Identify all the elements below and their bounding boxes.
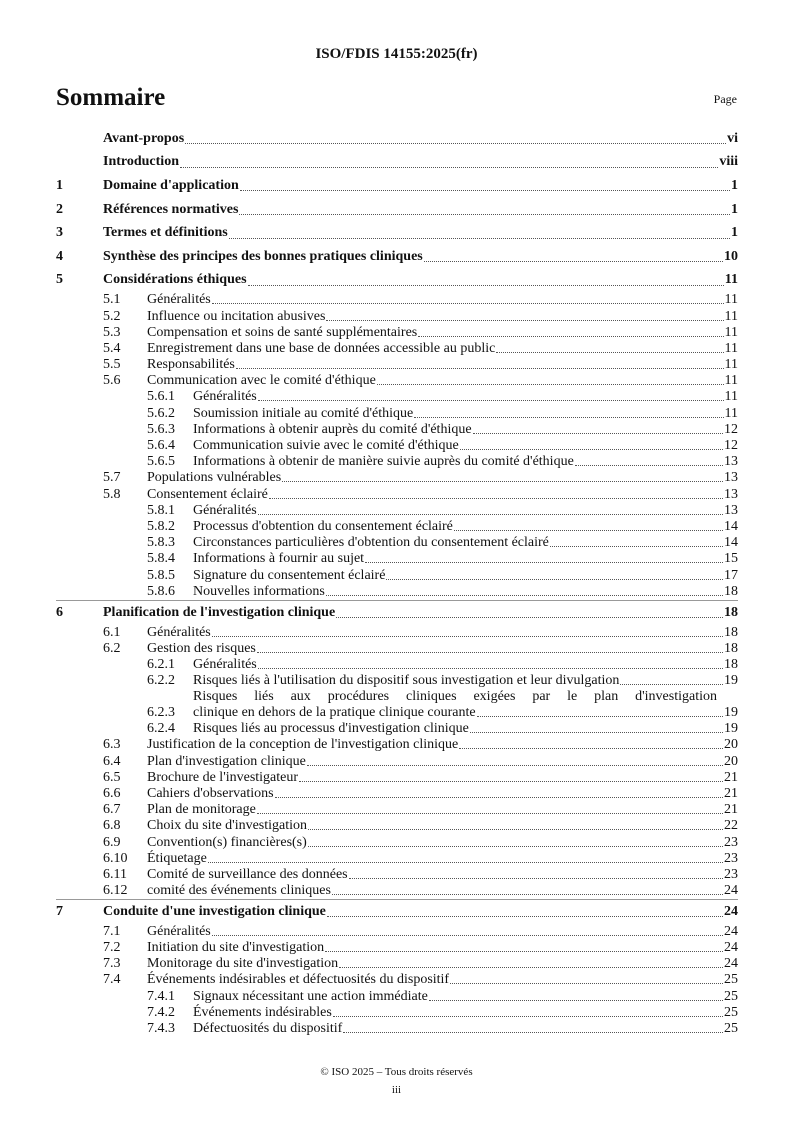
- toc-entry-number: 2: [56, 201, 63, 217]
- dot-leader: [459, 748, 723, 749]
- toc-entry[interactable]: [56, 689, 738, 721]
- toc-entry-title[interactable]: Risques liés à l'utilisation du dispositif sous investigation et leur divulgation: [193, 673, 620, 689]
- toc-entry[interactable]: [56, 422, 738, 438]
- toc-entry-page[interactable]: 11: [724, 324, 738, 340]
- toc-entry-number: 5.3: [103, 324, 121, 340]
- toc-entry[interactable]: [56, 245, 738, 269]
- toc-entry-title[interactable]: Choix du site d'investigation: [147, 818, 308, 834]
- toc-entry-page[interactable]: 21: [724, 786, 738, 801]
- toc-entry-title[interactable]: Références normatives: [103, 201, 239, 217]
- toc-entry-title[interactable]: Plan d'investigation clinique: [147, 753, 306, 769]
- toc-entry-page[interactable]: 24: [724, 923, 738, 939]
- toc-entry-number: 6.5: [103, 769, 121, 785]
- dot-leader: [470, 732, 723, 733]
- toc-entry-page[interactable]: 18: [724, 656, 738, 672]
- toc-entry-title[interactable]: Initiation du site d'investigation: [147, 940, 325, 956]
- dot-leader: [332, 894, 723, 895]
- toc-entry-title[interactable]: Synthèse des principes des bonnes pratiques cliniques: [103, 248, 423, 264]
- toc-entry[interactable]: [56, 503, 738, 519]
- dot-leader: [326, 320, 723, 321]
- toc-entry-number: 6.10: [103, 850, 128, 866]
- dot-leader: [325, 951, 723, 952]
- toc-entry-page[interactable]: 14: [724, 535, 738, 551]
- toc-entry-title[interactable]: Informations à fournir au sujet: [193, 551, 365, 567]
- toc-entry-page[interactable]: 1: [731, 225, 738, 241]
- toc-entry-page[interactable]: 21: [724, 769, 738, 785]
- toc-entry[interactable]: [56, 325, 738, 341]
- toc-entry-title[interactable]: Conduite d'une investigation clinique: [103, 903, 326, 919]
- toc-entry-page[interactable]: 1: [731, 177, 738, 193]
- toc-entry-number: 6.3: [103, 737, 121, 753]
- toc-entry-page[interactable]: 11: [724, 292, 738, 308]
- toc-entry-number: 5.2: [103, 308, 121, 324]
- toc-entry-page[interactable]: viii: [719, 154, 738, 170]
- toc-entry-title[interactable]: Enregistrement dans une base de données accessible au public: [147, 340, 496, 356]
- page-title: Sommaire: [56, 84, 166, 111]
- toc-entry-title[interactable]: Circonstances particulières d'obtention du consentement éclairé: [193, 535, 549, 551]
- toc-entry[interactable]: [56, 127, 738, 151]
- toc-entry[interactable]: [56, 341, 738, 357]
- toc-entry-page[interactable]: 23: [724, 850, 738, 866]
- toc-entry-number: 6.11: [103, 866, 127, 882]
- toc-entry-title[interactable]: Responsabilités: [147, 357, 235, 373]
- toc-entry-page[interactable]: vi: [727, 130, 738, 146]
- toc-entry-title[interactable]: Populations vulnérables: [147, 470, 282, 486]
- toc-entry[interactable]: [56, 988, 738, 1004]
- toc-entry[interactable]: [56, 269, 738, 293]
- toc-entry-number: 5.6: [103, 373, 121, 389]
- toc-entry[interactable]: [56, 519, 738, 535]
- toc-entry[interactable]: [56, 834, 738, 850]
- toc-entry[interactable]: [56, 924, 738, 940]
- toc-entry-number: 5.8.4: [147, 551, 175, 567]
- toc-entry-title[interactable]: Compensation et soins de santé supplémentaires: [147, 324, 418, 340]
- dot-leader: [258, 400, 724, 401]
- toc-entry[interactable]: [56, 535, 738, 551]
- toc-entry[interactable]: [56, 438, 738, 454]
- toc-entry-title-block: [193, 689, 738, 721]
- toc-entry-title[interactable]: Défectuosités du dispositif: [193, 1021, 343, 1037]
- dot-leader: [308, 829, 723, 830]
- toc-entry-page[interactable]: 11: [724, 340, 738, 356]
- toc-entry[interactable]: [56, 883, 738, 899]
- toc-entry-number: 5: [56, 272, 63, 288]
- toc-entry-title[interactable]: Consentement éclairé: [147, 486, 268, 502]
- toc-entry[interactable]: [56, 721, 738, 737]
- dot-leader: [349, 878, 723, 879]
- toc-entry[interactable]: [56, 899, 738, 924]
- toc-entry-number: 6.2.2: [147, 673, 175, 689]
- dot-leader: [258, 514, 723, 515]
- page-column-label: Page: [713, 92, 737, 106]
- toc-entry-page[interactable]: 11: [724, 405, 738, 421]
- dot-leader: [275, 797, 723, 798]
- toc-entry-title[interactable]: Monitorage du site d'investigation: [147, 956, 339, 972]
- toc-entry-page[interactable]: 11: [724, 272, 738, 288]
- toc-entry-page[interactable]: 20: [724, 737, 738, 753]
- dot-leader: [424, 261, 723, 262]
- toc-entry-number: 3: [56, 225, 63, 241]
- toc-entry-title[interactable]: Généralités: [193, 502, 257, 518]
- toc-entry-title[interactable]: Gestion des risques: [147, 640, 256, 656]
- toc-entry-number: 7.4: [103, 972, 121, 988]
- toc-entry-title[interactable]: Influence ou incitation abusives: [147, 308, 326, 324]
- dot-leader: [336, 617, 723, 618]
- toc-entry-page[interactable]: 20: [724, 753, 738, 769]
- dot-leader: [307, 765, 723, 766]
- toc-entry-title[interactable]: Signature du consentement éclairé: [193, 567, 386, 583]
- dot-leader: [418, 336, 723, 337]
- toc-entry-number: 7.4.1: [147, 988, 175, 1004]
- toc-entry[interactable]: [56, 584, 738, 600]
- toc-entry-page[interactable]: 17: [724, 567, 738, 583]
- toc-entry[interactable]: [56, 851, 738, 867]
- toc-entry-number: 7.4.3: [147, 1021, 175, 1037]
- toc-entry-title[interactable]: comité des événements cliniques: [147, 883, 331, 899]
- dot-leader: [326, 595, 723, 596]
- toc-entry[interactable]: [56, 818, 738, 834]
- toc-entry-page[interactable]: 13: [724, 454, 738, 470]
- toc-entry-page[interactable]: 22: [724, 818, 738, 834]
- toc-entry-number: 5.6.4: [147, 438, 175, 454]
- toc-entry[interactable]: [56, 956, 738, 972]
- toc-entry-number: 6.2.4: [147, 721, 175, 737]
- dot-leader: [180, 167, 718, 168]
- toc-entry-number: 6.4: [103, 753, 121, 769]
- toc-entry-page[interactable]: 25: [724, 1021, 738, 1037]
- toc-entry-number: 5.5: [103, 357, 121, 373]
- dot-leader: [236, 368, 724, 369]
- dot-leader: [333, 1016, 723, 1017]
- dot-leader: [248, 285, 724, 286]
- toc-entry-number: 6.2.3: [147, 705, 175, 721]
- dot-leader: [212, 636, 723, 637]
- dot-leader: [343, 1032, 723, 1033]
- toc-entry-page[interactable]: 19: [724, 705, 738, 721]
- toc-entry[interactable]: [56, 770, 738, 786]
- toc-entry-title[interactable]: Étiquetage: [147, 850, 207, 866]
- toc-entry-title[interactable]: Nouvelles informations: [193, 583, 325, 599]
- toc-entry[interactable]: [56, 802, 738, 818]
- toc-entry-page[interactable]: 19: [724, 673, 738, 689]
- toc-entry[interactable]: [56, 972, 738, 988]
- toc-entry-number: 5.6.3: [147, 421, 175, 437]
- toc-entry-page[interactable]: 18: [724, 604, 738, 620]
- toc-entry-title[interactable]: Événements indésirables: [193, 1004, 332, 1020]
- toc-entry-page[interactable]: 15: [724, 551, 738, 567]
- toc-entry[interactable]: [56, 292, 738, 308]
- toc-entry-title[interactable]: Cahiers d'observations: [147, 786, 274, 801]
- toc-entry-title[interactable]: Plan de monitorage: [147, 802, 256, 818]
- dot-leader: [257, 652, 723, 653]
- toc-entry-number: 7.1: [103, 923, 121, 939]
- toc-entry-number: 5.8.2: [147, 518, 175, 534]
- toc-entry[interactable]: [56, 786, 738, 802]
- toc-entry-title[interactable]: Brochure de l'investigateur: [147, 769, 299, 785]
- table-of-contents: [56, 127, 738, 1037]
- toc-entry-number: 6.12: [103, 883, 128, 899]
- toc-entry-title[interactable]: Communication avec le comité d'éthique: [147, 373, 376, 389]
- toc-entry-page[interactable]: 13: [724, 486, 738, 502]
- dot-leader: [257, 813, 723, 814]
- dot-leader: [454, 530, 723, 531]
- dot-leader: [212, 303, 724, 304]
- toc-entry-page[interactable]: 12: [724, 438, 738, 454]
- toc-entry-page[interactable]: 1: [731, 201, 738, 217]
- toc-entry-title[interactable]: Introduction: [103, 154, 179, 170]
- toc-entry[interactable]: [56, 673, 738, 689]
- copyright-footer: © ISO 2025 – Tous droits réservés: [320, 1066, 473, 1078]
- dot-leader: [282, 481, 723, 482]
- toc-entry-title[interactable]: Généralités: [147, 292, 211, 308]
- toc-entry-page[interactable]: 14: [724, 518, 738, 534]
- toc-entry-page[interactable]: 12: [724, 421, 738, 437]
- toc-entry[interactable]: [56, 624, 738, 640]
- toc-entry-page[interactable]: 24: [724, 903, 738, 919]
- toc-entry-title-continued[interactable]: clinique en dehors de la pratique clinique courante: [193, 705, 476, 721]
- toc-entry[interactable]: [56, 641, 738, 657]
- dot-leader: [414, 417, 723, 418]
- toc-entry[interactable]: [56, 357, 738, 373]
- dot-leader: [377, 384, 724, 385]
- toc-entry-number: 4: [56, 248, 63, 264]
- toc-entry[interactable]: [56, 486, 738, 502]
- dot-leader: [429, 1000, 723, 1001]
- toc-entry-title[interactable]: Généralités: [147, 923, 211, 939]
- toc-entry[interactable]: [56, 405, 738, 421]
- toc-entry[interactable]: [56, 373, 738, 389]
- dot-leader: [620, 684, 723, 685]
- toc-entry-number: 6.2: [103, 640, 121, 656]
- toc-entry-number: 6.7: [103, 802, 121, 818]
- toc-entry-title[interactable]: Généralités: [193, 389, 257, 405]
- toc-entry[interactable]: [56, 454, 738, 470]
- toc-entry-title[interactable]: Justification de la conception de l'investigation clinique: [147, 737, 459, 753]
- dot-leader: [327, 916, 723, 917]
- toc-entry-page[interactable]: 11: [724, 357, 738, 373]
- toc-entry-number: 5.8: [103, 486, 121, 502]
- toc-entry-page[interactable]: 24: [724, 940, 738, 956]
- toc-entry-number: 5.6.2: [147, 405, 175, 421]
- toc-entry[interactable]: [56, 753, 738, 769]
- toc-entry-title[interactable]: Signaux nécessitant une action immédiate: [193, 988, 428, 1004]
- dot-leader: [460, 449, 723, 450]
- dot-leader: [496, 352, 723, 353]
- toc-entry-number: 5.6.5: [147, 454, 175, 470]
- toc-entry-number: 5.8.3: [147, 535, 175, 551]
- toc-entry-title[interactable]: Communication suivie avec le comité d'éthique: [193, 438, 459, 454]
- toc-entry-page[interactable]: 25: [724, 1004, 738, 1020]
- toc-entry[interactable]: [56, 867, 738, 883]
- toc-entry-title[interactable]: Généralités: [193, 656, 257, 672]
- toc-entry[interactable]: [56, 1005, 738, 1021]
- toc-entry-number: 7.3: [103, 956, 121, 972]
- dot-leader: [229, 238, 730, 239]
- toc-entry[interactable]: [56, 1021, 738, 1037]
- toc-entry[interactable]: [56, 198, 738, 222]
- dot-leader: [550, 546, 723, 547]
- toc-entry-page[interactable]: 13: [724, 502, 738, 518]
- dot-leader: [450, 983, 723, 984]
- dot-leader: [269, 498, 723, 499]
- toc-entry-title[interactable]: Termes et définitions: [103, 225, 228, 241]
- toc-entry-page[interactable]: 19: [724, 721, 738, 737]
- toc-entry[interactable]: [56, 657, 738, 673]
- dot-leader: [185, 143, 726, 144]
- toc-entry-page[interactable]: 21: [724, 802, 738, 818]
- dot-leader: [258, 668, 723, 669]
- toc-entry-title-continued-line: [193, 705, 738, 721]
- toc-entry-title[interactable]: Informations à obtenir auprès du comité d'éthique: [193, 421, 472, 437]
- toc-entry-number: 7: [56, 903, 63, 919]
- dot-leader: [473, 433, 723, 434]
- toc-entry-page[interactable]: 18: [724, 640, 738, 656]
- page-number: iii: [391, 1084, 402, 1096]
- dot-leader: [299, 781, 723, 782]
- toc-entry-number: 7.4.2: [147, 1004, 175, 1020]
- dot-leader: [386, 579, 723, 580]
- toc-entry-page[interactable]: 11: [724, 308, 738, 324]
- toc-entry-number: 6.6: [103, 786, 121, 801]
- toc-entry[interactable]: [56, 551, 738, 567]
- toc-entry[interactable]: [56, 151, 738, 175]
- toc-entry-number: 5.8.1: [147, 502, 175, 518]
- toc-entry-title[interactable]: Risques liés au processus d'investigation clinique: [193, 721, 469, 737]
- toc-entry-title[interactable]: Processus d'obtention du consentement éclairé: [193, 518, 453, 534]
- dot-leader: [240, 190, 730, 191]
- toc-entry-page[interactable]: 24: [724, 883, 738, 899]
- toc-entry-page[interactable]: 25: [724, 988, 738, 1004]
- toc-entry[interactable]: [56, 940, 738, 956]
- toc-entry-title[interactable]: Avant-propos: [103, 130, 185, 146]
- toc-entry-page[interactable]: 10: [724, 248, 738, 264]
- toc-entry-page[interactable]: 13: [724, 470, 738, 486]
- toc-entry-page[interactable]: 18: [724, 624, 738, 640]
- toc-entry[interactable]: [56, 221, 738, 245]
- dot-leader: [208, 862, 723, 863]
- toc-entry-number: 5.8.5: [147, 567, 175, 583]
- dot-leader: [239, 214, 730, 215]
- toc-entry-page[interactable]: 25: [724, 972, 738, 988]
- toc-entry[interactable]: [56, 308, 738, 324]
- toc-entry[interactable]: [56, 737, 738, 753]
- toc-entry-title[interactable]: Planification de l'investigation clinique: [103, 604, 336, 620]
- dot-leader: [339, 967, 723, 968]
- toc-entry-page[interactable]: 24: [724, 956, 738, 972]
- dot-leader: [212, 935, 723, 936]
- toc-entry[interactable]: [56, 470, 738, 486]
- toc-entry[interactable]: [56, 567, 738, 583]
- dot-leader: [477, 716, 723, 717]
- toc-entry-title[interactable]: Événements indésirables et défectuosités du dispositif: [147, 972, 450, 988]
- dot-leader: [308, 846, 723, 847]
- toc-entry-number: 5.4: [103, 340, 121, 356]
- toc-entry[interactable]: [56, 600, 738, 625]
- toc-entry-title[interactable]: Risques liés aux procédures cliniques exigées par le plan d'investigation: [193, 689, 717, 705]
- toc-entry-title[interactable]: Soumission initiale au comité d'éthique: [193, 405, 414, 421]
- toc-entry-number: 6.1: [103, 624, 121, 640]
- toc-entry[interactable]: [56, 389, 738, 405]
- toc-entry[interactable]: [56, 174, 738, 198]
- toc-entry-page[interactable]: 11: [724, 389, 738, 405]
- toc-entry-page[interactable]: 11: [724, 373, 738, 389]
- toc-entry-title[interactable]: Domaine d'application: [103, 177, 239, 193]
- toc-entry-number: 7.2: [103, 940, 121, 956]
- toc-entry-number: 6.9: [103, 834, 121, 850]
- dot-leader: [365, 562, 723, 563]
- toc-entry-title[interactable]: Informations à obtenir de manière suivie auprès du comité d'éthique: [193, 454, 574, 470]
- toc-entry-title[interactable]: Convention(s) financières(s): [147, 834, 307, 850]
- dot-leader: [575, 465, 723, 466]
- toc-entry-number: 6: [56, 604, 63, 620]
- toc-entry-page[interactable]: 23: [724, 866, 738, 882]
- document-header: ISO/FDIS 14155:2025(fr): [315, 46, 478, 62]
- toc-entry-number: 6.2.1: [147, 656, 175, 672]
- toc-entry-title[interactable]: Considérations éthiques: [103, 272, 247, 288]
- toc-entry-number: 6.8: [103, 818, 121, 834]
- toc-entry-page[interactable]: 23: [724, 834, 738, 850]
- toc-entry-title[interactable]: Comité de surveillance des données: [147, 866, 348, 882]
- toc-entry-title[interactable]: Généralités: [147, 624, 211, 640]
- toc-entry-number: 5.8.6: [147, 583, 175, 599]
- toc-entry-number: 1: [56, 177, 63, 193]
- toc-entry-number: 5.7: [103, 470, 121, 486]
- toc-entry-page[interactable]: 18: [724, 583, 738, 599]
- toc-entry-number: 5.6.1: [147, 389, 175, 405]
- toc-entry-number: 5.1: [103, 292, 121, 308]
